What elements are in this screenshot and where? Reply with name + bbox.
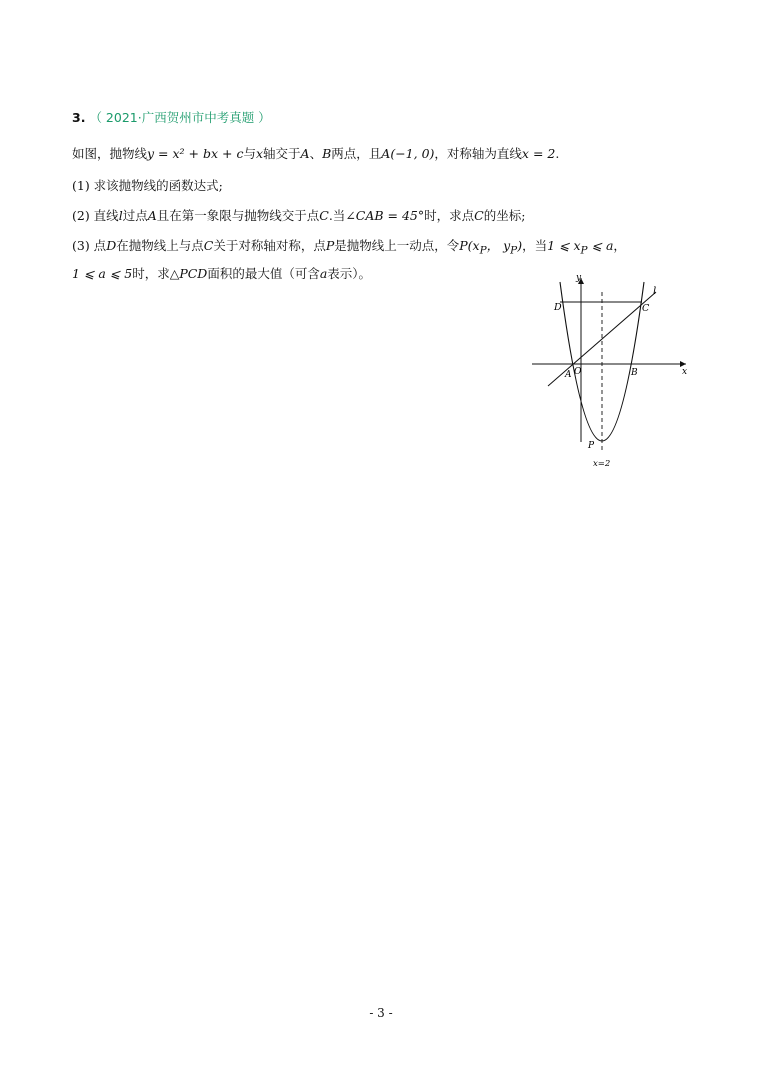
problem-intro <box>72 146 559 162</box>
q2-text: .当 <box>328 208 346 223</box>
point-p-coord: ， y <box>486 238 511 253</box>
point-a: A <box>147 208 157 223</box>
point-d: D <box>106 238 117 253</box>
q3-text: 在抛物线上与点 <box>116 238 204 253</box>
question-header <box>72 108 271 126</box>
point-c: C <box>319 208 329 223</box>
label-x: x <box>682 367 688 377</box>
intro-text: 与 <box>243 146 256 161</box>
q3-text: 时，求△ <box>132 266 180 281</box>
point-a-coord: A(−1, 0) <box>381 146 435 161</box>
q2-text: (2) 直线 <box>72 208 119 223</box>
question-3-cont <box>72 266 371 282</box>
intro-text: . <box>555 146 560 161</box>
parabola-curve <box>560 282 644 441</box>
var-a: a <box>319 266 328 281</box>
label-l: l <box>653 286 657 297</box>
intro-text: 两点，且 <box>331 146 382 161</box>
q2-text: 且在第一象限与抛物线交于点 <box>156 208 320 223</box>
parabola-equation: y = x² + bx + c <box>147 146 244 161</box>
page-number: - 3 - <box>369 1006 393 1020</box>
var-x: x <box>255 146 264 161</box>
q3-text: (3) 点 <box>72 238 107 253</box>
subscript-p: P <box>580 244 588 257</box>
point-a: A <box>300 146 310 161</box>
q3-text: 是抛物线上一动点，令 <box>334 238 460 253</box>
axis-equation: x = 2 <box>521 146 556 161</box>
label-axis: x=2 <box>593 459 611 469</box>
inequality-xp: 1 ⩽ x <box>547 238 581 253</box>
question-2 <box>72 208 525 224</box>
inequality-xp: ⩽ a <box>587 238 614 253</box>
q2-text: 时，求点 <box>424 208 475 223</box>
point-p-coord: P(x <box>459 238 480 253</box>
point-b: B <box>322 146 332 161</box>
intro-text: 、 <box>309 146 323 161</box>
point-c: C <box>474 208 484 223</box>
intro-text: 如图，抛物线 <box>72 146 148 161</box>
point-p: P <box>325 238 335 253</box>
parabola-figure <box>526 268 696 474</box>
triangle-pcd: PCD <box>179 266 208 281</box>
point-p-coord: ) <box>517 238 523 253</box>
q3-text: ， <box>613 238 626 253</box>
question-1: (1) 求该抛物线的函数达式; <box>72 178 223 193</box>
inequality-a: 1 ⩽ a ⩽ 5 <box>72 266 133 281</box>
q3-text: ，当 <box>522 238 548 253</box>
subscript-p: P <box>479 244 487 257</box>
intro-text: ，对称轴为直线 <box>434 146 522 161</box>
question-number: 3. <box>72 110 86 125</box>
q2-text: 的坐标; <box>483 208 526 223</box>
q2-text: 过点 <box>122 208 148 223</box>
point-c: C <box>203 238 214 253</box>
subscript-p: P <box>510 244 518 257</box>
angle-cab: ∠CAB = 45° <box>345 208 425 223</box>
question-3 <box>72 238 626 259</box>
label-p: P <box>588 441 595 451</box>
intro-text: 轴交于 <box>263 146 301 161</box>
question-source: （ 2021·广西贺州市中考真题 ） <box>89 110 271 125</box>
line-l: l <box>118 208 123 223</box>
label-d: D <box>554 302 562 313</box>
label-a: A <box>565 370 572 380</box>
label-c: C <box>642 303 650 314</box>
q3-text: 面积的最大值（可含 <box>207 266 320 281</box>
q3-text: 表示）。 <box>327 266 372 281</box>
label-y: y <box>576 273 582 283</box>
label-o: O <box>574 367 582 377</box>
q3-text: 关于对称轴对称，点 <box>213 238 326 253</box>
label-b: B <box>631 368 638 378</box>
